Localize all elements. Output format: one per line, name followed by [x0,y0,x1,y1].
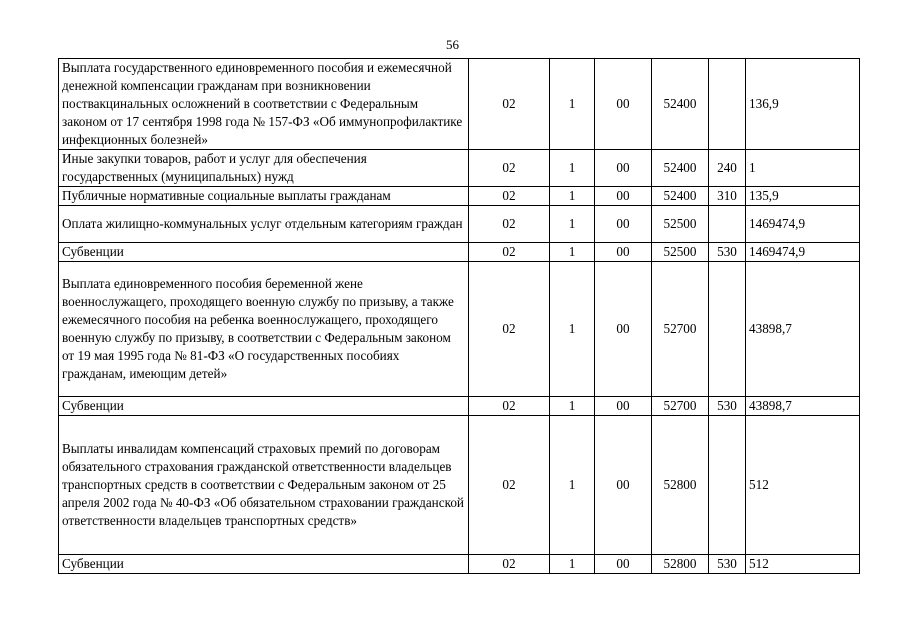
row-description: Субвенции [59,397,469,416]
page-number: 56 [446,37,459,52]
expense-type-code [709,59,746,150]
row-description: Субвенции [59,243,469,262]
section-code: 02 [469,243,550,262]
expense-type-code: 530 [709,397,746,416]
section-code: 02 [469,187,550,206]
table-row [59,397,860,416]
direction-code: 52800 [652,555,709,574]
amount: 512 [746,416,860,555]
row-description: Выплата единовременного пособия беременной жене военнослужащего, проходящего военную службу по призыву, а также ежемесячного пособия на ребенка военнослужащего, проходящего военную службу по призыву, в соответствии с Федеральным законом от 19 мая 1995 года № 81-ФЗ «О государственных пособиях гражданам, имеющим детей» [59,262,469,397]
expense-type-code [709,262,746,397]
program-code: 1 [550,262,595,397]
direction-code: 52700 [652,262,709,397]
section-code: 02 [469,262,550,397]
expense-type-code [709,206,746,243]
amount: 1469474,9 [746,206,860,243]
amount: 512 [746,555,860,574]
table-row [59,150,860,187]
direction-code: 52400 [652,59,709,150]
section-code: 02 [469,206,550,243]
program-code: 1 [550,416,595,555]
direction-code: 52500 [652,243,709,262]
subprogram-code: 00 [595,555,652,574]
amount: 136,9 [746,59,860,150]
row-description: Оплата жилищно-коммунальных услуг отдельным категориям граждан [59,206,469,243]
table-row [59,206,860,243]
table-row [59,243,860,262]
direction-code: 52800 [652,416,709,555]
subprogram-code: 00 [595,416,652,555]
subprogram-code: 00 [595,206,652,243]
subprogram-code: 00 [595,397,652,416]
subprogram-code: 00 [595,187,652,206]
direction-code: 52500 [652,206,709,243]
section-code: 02 [469,416,550,555]
table-row [59,555,860,574]
row-description: Иные закупки товаров, работ и услуг для обеспечения государственных (муниципальных) нужд [59,150,469,187]
amount: 43898,7 [746,262,860,397]
table-row [59,416,860,555]
subprogram-code: 00 [595,150,652,187]
expense-type-code: 240 [709,150,746,187]
amount: 1469474,9 [746,243,860,262]
program-code: 1 [550,206,595,243]
budget-table [58,58,860,574]
program-code: 1 [550,397,595,416]
row-description: Выплаты инвалидам компенсаций страховых премий по договорам обязательного страхования гражданской ответственности владельцев транспортных средств в соответствии с Федеральным законом от 25 апреля 2002 года № 40-ФЗ «Об обязательном страховании гражданской ответственности владельцев транспортных средств» [59,416,469,555]
direction-code: 52700 [652,397,709,416]
table-row [59,262,860,397]
program-code: 1 [550,243,595,262]
section-code: 02 [469,397,550,416]
section-code: 02 [469,150,550,187]
row-description: Субвенции [59,555,469,574]
table-row [59,187,860,206]
expense-type-code [709,416,746,555]
direction-code: 52400 [652,187,709,206]
row-description: Выплата государственного единовременного пособия и ежемесячной денежной компенсации гражданам при возникновении поствакцинальных осложнений в соответствии с Федеральным законом от 17 сентября 1998 года № 157-ФЗ «Об иммунопрофилактике инфекционных болезней» [59,59,469,150]
subprogram-code: 00 [595,59,652,150]
expense-type-code: 310 [709,187,746,206]
table-row [59,59,860,150]
program-code: 1 [550,187,595,206]
subprogram-code: 00 [595,262,652,397]
expense-type-code: 530 [709,243,746,262]
direction-code: 52400 [652,150,709,187]
amount: 135,9 [746,187,860,206]
program-code: 1 [550,555,595,574]
section-code: 02 [469,555,550,574]
row-description: Публичные нормативные социальные выплаты гражданам [59,187,469,206]
program-code: 1 [550,59,595,150]
expense-type-code: 530 [709,555,746,574]
amount: 1 [746,150,860,187]
subprogram-code: 00 [595,243,652,262]
section-code: 02 [469,59,550,150]
program-code: 1 [550,150,595,187]
amount: 43898,7 [746,397,860,416]
